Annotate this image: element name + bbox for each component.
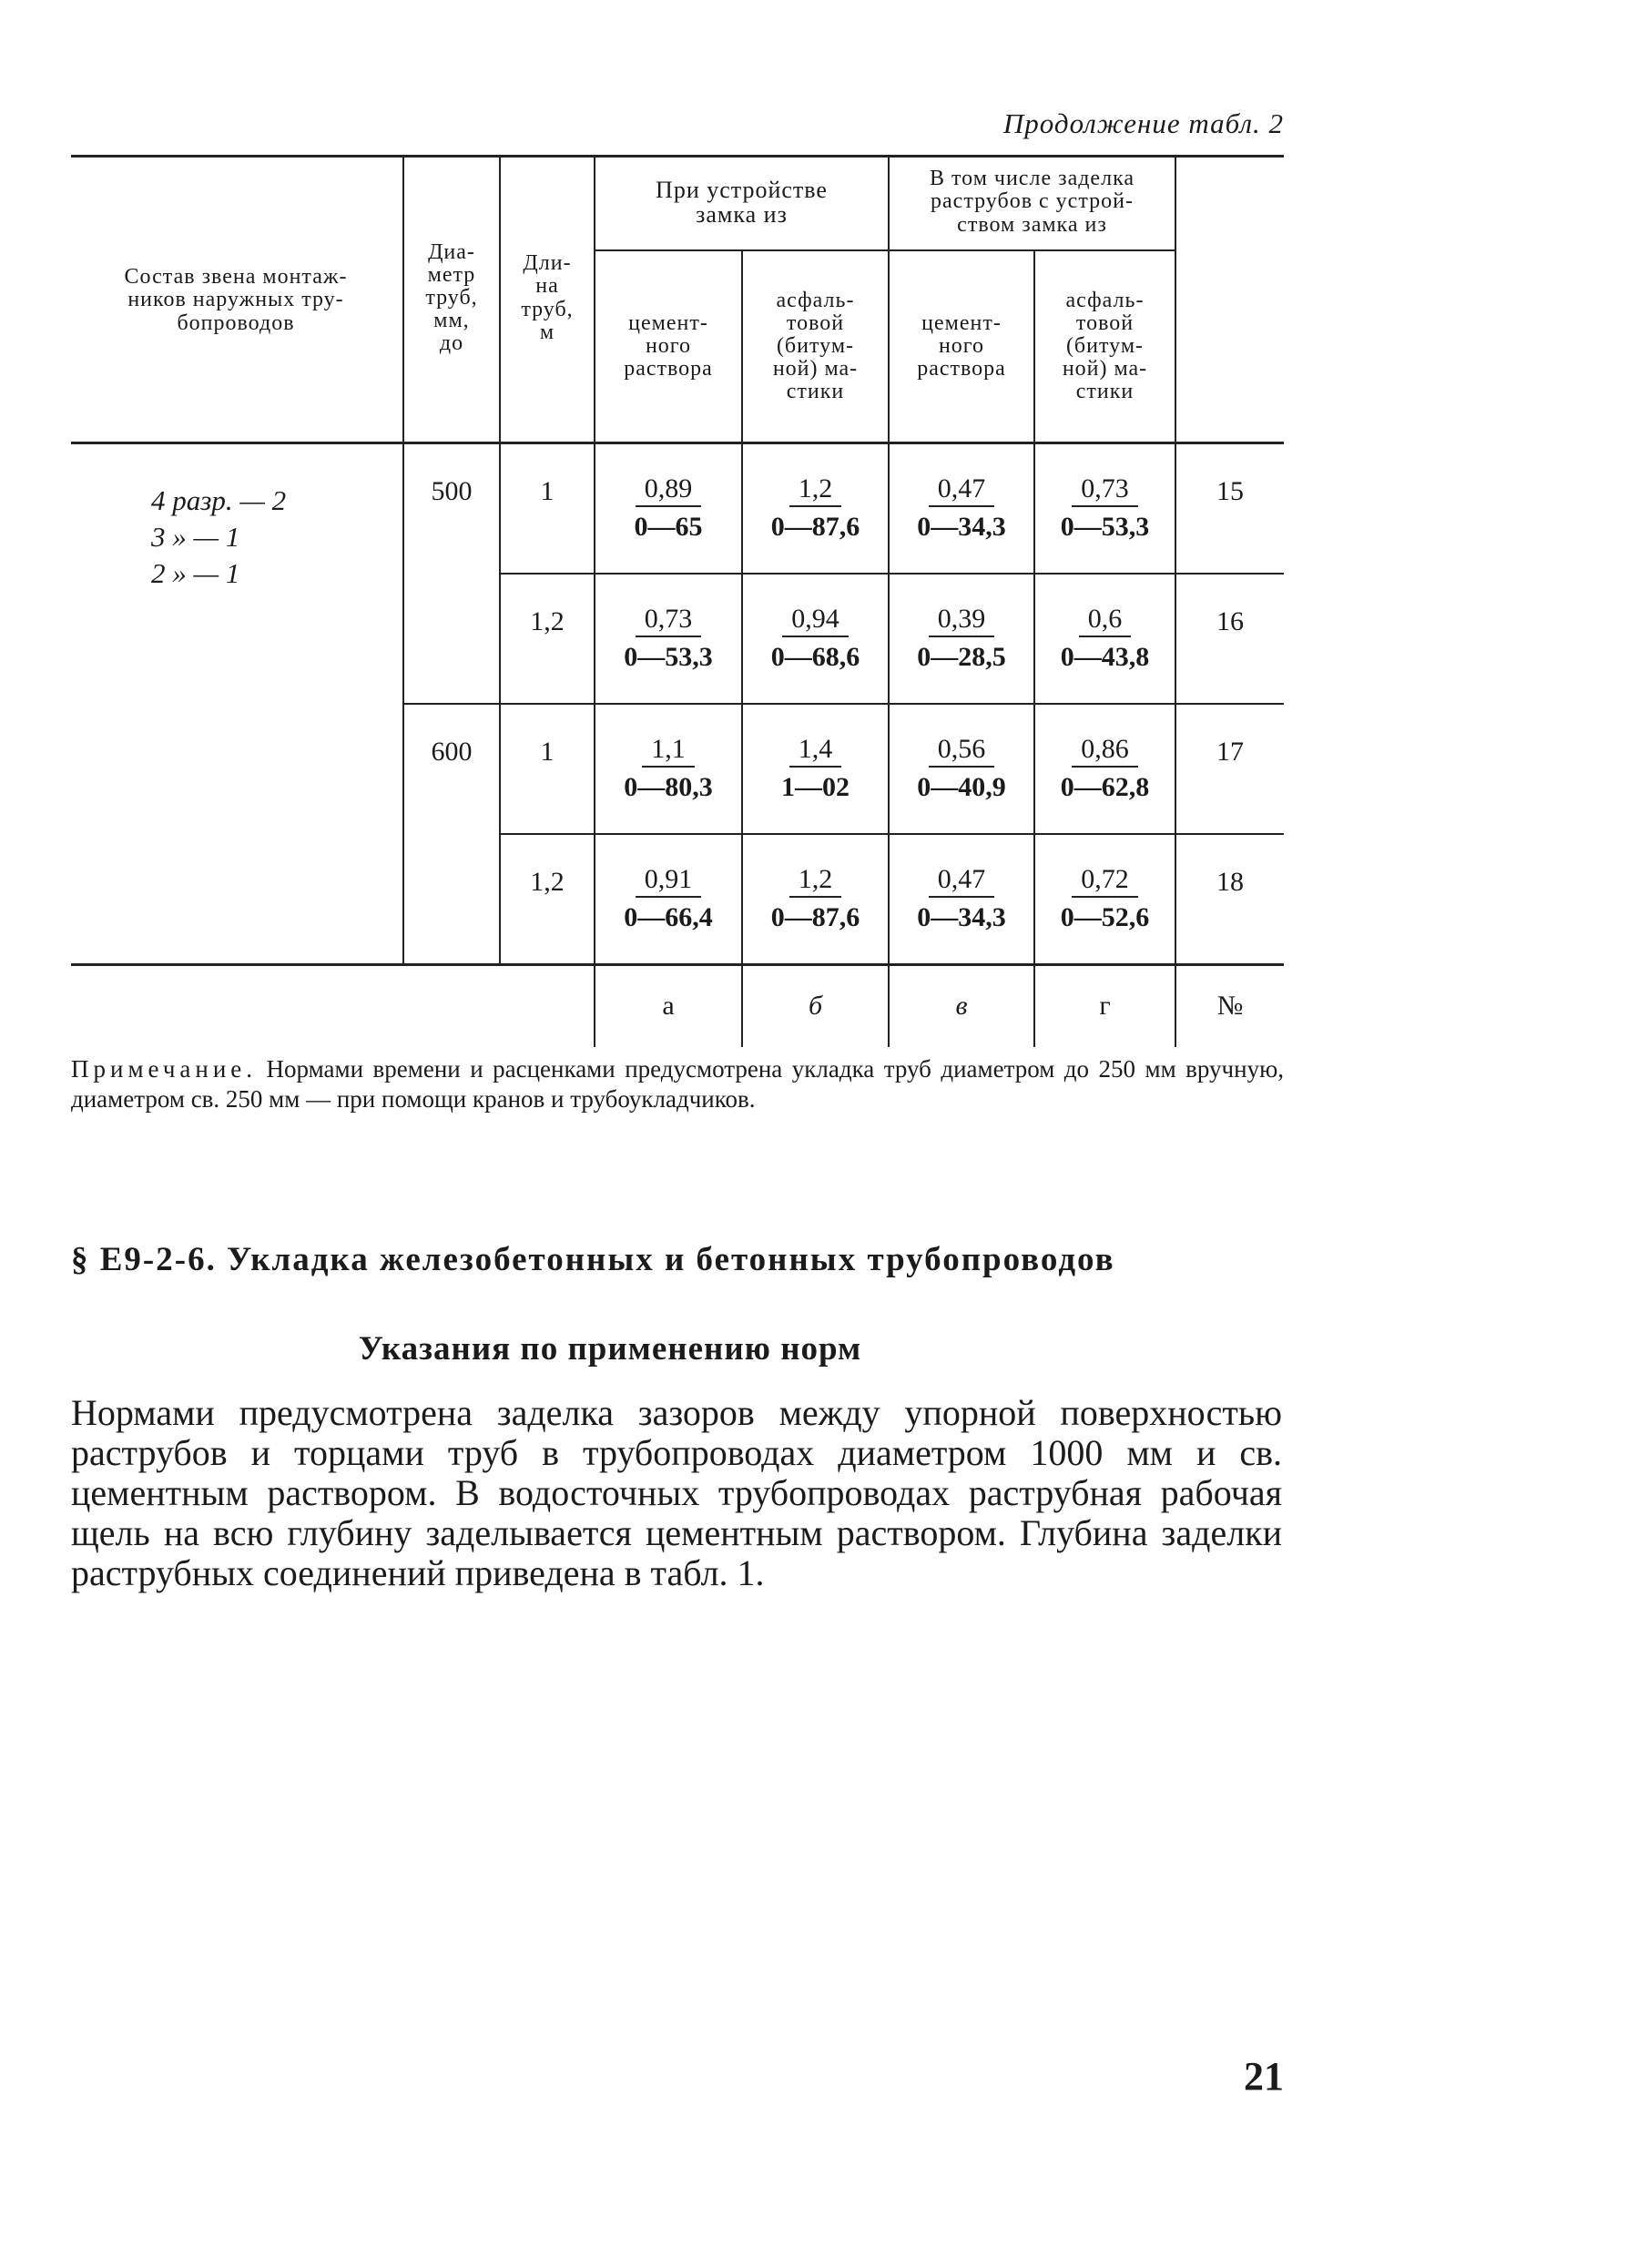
header-cement-v: цемент- ного раствора — [917, 310, 1006, 381]
rate-cell — [595, 850, 741, 951]
rate-cell — [890, 460, 1033, 560]
time-norm: 1,2 — [789, 473, 842, 507]
price-rate: 0—68,6 — [770, 642, 860, 672]
rate-cell — [595, 720, 741, 820]
col-rule-no — [1175, 155, 1176, 1047]
header-length: Дли- на труб, м — [521, 251, 574, 344]
time-norm: 0,73 — [636, 603, 702, 637]
rate-cell — [743, 460, 888, 560]
column-label-v: в — [955, 991, 968, 1022]
price-rate: 0—80,3 — [624, 772, 713, 802]
composition-line: 3 » — 1 — [151, 521, 240, 553]
row-number: 16 — [1216, 606, 1244, 637]
rate-cell — [890, 590, 1033, 690]
rate-cell — [1035, 720, 1175, 820]
row-number: 15 — [1216, 476, 1244, 507]
row-number: 17 — [1216, 737, 1244, 768]
time-norm: 1,2 — [789, 863, 842, 898]
length-cell: 1 — [540, 476, 555, 507]
rate-cell — [1035, 460, 1175, 560]
section-heading: § Е9-2-6. Укладка железобетонных и бетонных трубопроводов — [71, 1241, 1115, 1278]
time-norm: 0,6 — [1079, 603, 1132, 637]
row-rule-1 — [499, 573, 1284, 575]
rate-cell — [890, 850, 1033, 951]
diameter-500: 500 — [431, 476, 473, 507]
rate-cell — [743, 850, 888, 951]
column-label-a: а — [662, 991, 675, 1022]
column-label-g: г — [1099, 991, 1111, 1022]
rate-cell — [743, 720, 888, 820]
price-rate: 0—53,3 — [1060, 512, 1150, 542]
header-group-lock: При устройстве замка из — [656, 176, 828, 228]
price-rate: 0—34,3 — [917, 512, 1006, 542]
note-label: Примечание. — [71, 1055, 258, 1083]
price-rate: 0—62,8 — [1060, 772, 1150, 802]
rate-cell — [1035, 590, 1175, 690]
time-norm: 0,94 — [782, 603, 849, 637]
price-rate: 0—87,6 — [770, 512, 860, 542]
time-norm: 1,4 — [789, 733, 842, 768]
time-norm: 0,47 — [929, 863, 995, 898]
header-bottom-rule — [71, 442, 1284, 444]
diameter-600: 600 — [431, 737, 473, 768]
time-norm: 0,56 — [929, 733, 995, 768]
time-norm: 0,39 — [929, 603, 995, 637]
time-norm: 0,73 — [1072, 473, 1138, 507]
price-rate: 0—28,5 — [917, 642, 1006, 672]
time-norm: 0,91 — [636, 863, 702, 898]
header-asphalt-g: асфаль- товой (битум- ной) ма- стики — [1062, 288, 1148, 404]
section-subheading: Указания по применению норм — [358, 1330, 862, 1368]
price-rate: 0—53,3 — [624, 642, 713, 672]
price-rate: 0—40,9 — [917, 772, 1006, 802]
price-rate: 1—02 — [781, 772, 850, 802]
table-body-bottom-rule — [71, 963, 1284, 966]
rate-cell — [743, 590, 888, 690]
price-rate: 0—66,4 — [624, 902, 713, 932]
composition-line: 2 » — 1 — [151, 557, 240, 589]
rate-cell — [890, 720, 1033, 820]
header-cement-a: цемент- ного раствора — [624, 310, 713, 381]
table-note — [71, 1054, 1284, 1114]
time-norm: 0,89 — [636, 473, 702, 507]
composition-line: 4 разр. — 2 — [151, 484, 287, 516]
time-norm: 1,1 — [642, 733, 695, 768]
price-rate: 0—43,8 — [1060, 642, 1150, 672]
rate-cell — [595, 590, 741, 690]
time-norm: 0,72 — [1072, 863, 1138, 898]
continuation-label: Продолжение табл. 2 — [1002, 107, 1284, 139]
header-composition: Состав звена монтаж- ников наружных тру- бопроводов — [124, 265, 348, 335]
column-label-b: б — [808, 991, 823, 1022]
column-label-number: № — [1216, 991, 1244, 1022]
rate-cell — [595, 460, 741, 560]
price-rate: 0—34,3 — [917, 902, 1006, 932]
page-number: 21 — [1244, 2054, 1284, 2099]
note-text: Нормами времени и расценками предусмотрена укладка труб диаметром до 250 мм вручную, диаметром св. 250 мм — при помощи кранов и трубоукладчиков. — [71, 1055, 1284, 1113]
body-paragraph: Нормами предусмотрена заделка зазоров между упорной поверхностью раструбов и торцами труб в трубопроводах диаметром 1000 мм и св. цементным раствором. В водосточных трубопроводах раструбная рабочая щель на всю глубину заделывается цементным раствором. Глубина заделки раструбных соединений приведена в табл. 1. — [71, 1392, 1282, 1593]
crew-composition — [151, 483, 286, 592]
length-cell: 1,2 — [530, 867, 565, 898]
price-rate: 0—52,6 — [1060, 902, 1150, 932]
header-diameter: Диа- метр труб, мм, до — [425, 239, 478, 356]
price-rate: 0—87,6 — [770, 902, 860, 932]
length-cell: 1 — [540, 737, 555, 768]
time-norm: 0,86 — [1072, 733, 1138, 768]
header-group-including: В том числе заделка раструбов с устрой- ством замка из — [929, 167, 1135, 237]
row-rule-3 — [499, 833, 1284, 835]
price-rate: 0—65 — [634, 512, 703, 542]
length-cell: 1,2 — [530, 606, 565, 637]
norms-table — [71, 155, 1284, 1047]
header-asphalt-b: асфаль- товой (битум- ной) ма- стики — [772, 288, 859, 404]
row-rule-2 — [402, 703, 1284, 705]
row-number: 18 — [1216, 867, 1244, 898]
time-norm: 0,47 — [929, 473, 995, 507]
rate-cell — [1035, 850, 1175, 951]
